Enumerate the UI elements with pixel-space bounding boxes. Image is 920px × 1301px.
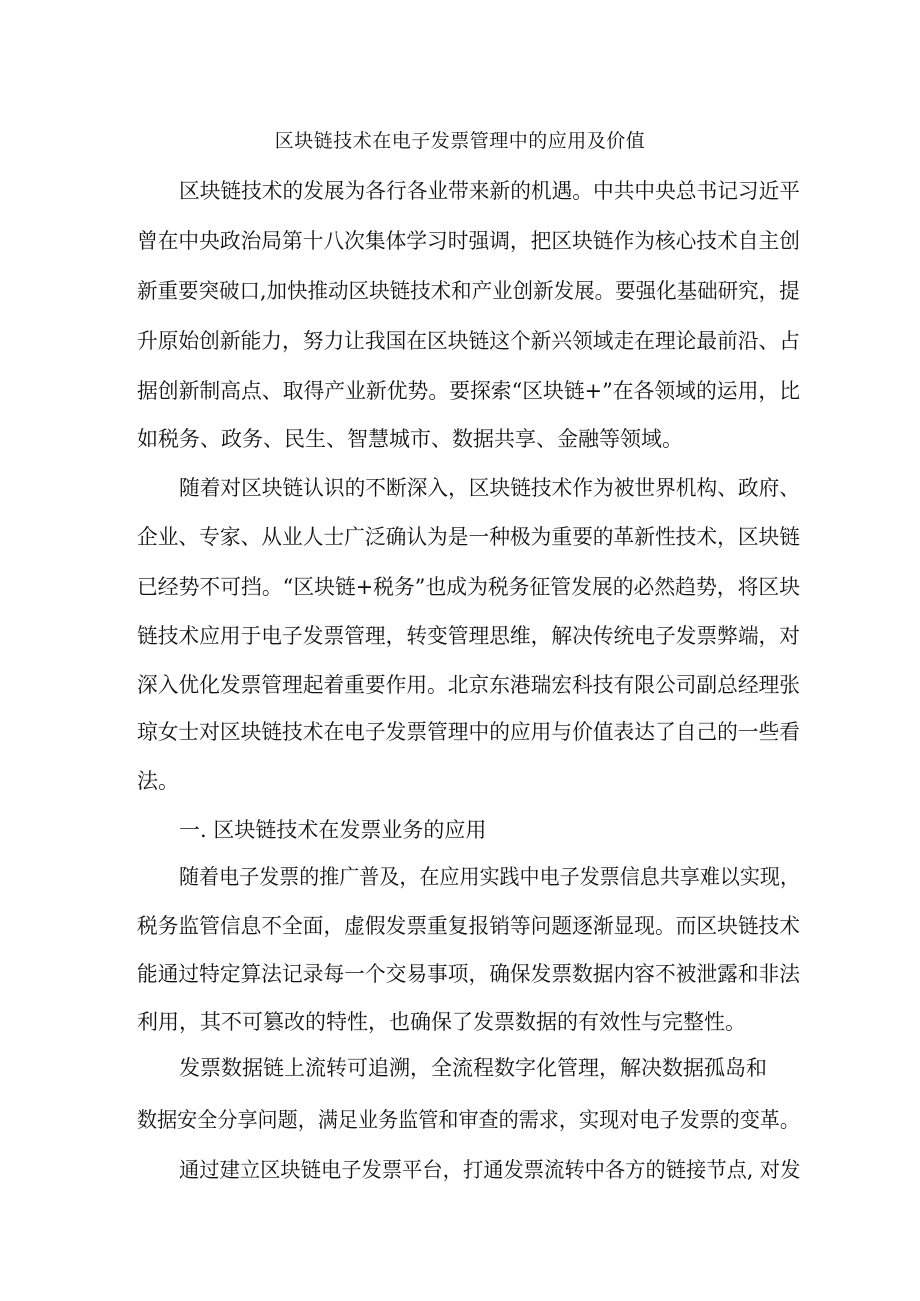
paragraph-1-line-1: 区块链技术的发展为各行各业带来新的机遇。中共中央总书记习近平 [179,179,800,203]
section-heading-1: 一. 区块链技术在发票业务的应用 [179,818,487,842]
paragraph-2-line-5: 深入优化发票管理起着重要作用。北京东港瑞宏科技有限公司副总经理张 [137,673,800,697]
paragraph-1-line-6: 如税务、政务、民生、智慧城市、数据共享、金融等领域。 [137,427,683,451]
paragraph-2-line-1: 随着对区块链认识的不断深入，区块链技术作为被世界机构、政府、 [179,476,800,500]
paragraph-4-line-2: 数据安全分享问题，满足业务监管和审查的需求，实现对电子发票的变革。 [137,1108,800,1132]
paragraph-1-line-2: 曾在中央政治局第十八次集体学习时强调，把区块链作为核心技术自主创 [137,229,800,253]
paragraph-3-line-4: 利用，其不可篡改的特性，也确保了发票数据的有效性与完整性。 [137,1010,746,1034]
paragraph-4-line-1: 发票数据链上流转可追溯，全流程数字化管理，解决数据孤岛和 [179,1056,767,1080]
paragraph-1-line-3: 新重要突破口,加快推动区块链技术和产业创新发展。要强化基础研究，提 [137,279,800,303]
paragraph-2-line-4: 链技术应用于电子发票管理，转变管理思维，解决传统电子发票弊端，对 [137,624,800,648]
paragraph-1-line-5: 据创新制高点、取得产业新优势。要探索“区块链+”在各领域的运用，比 [137,379,801,403]
paragraph-5-line-1: 通过建立区块链电子发票平台，打通发票流转中各方的链接节点, 对发 [179,1158,801,1182]
paragraph-2-line-2: 企业、专家、从业人士广泛确认为是一种极为重要的革新性技术，区块链 [137,525,800,549]
paragraph-2-line-7: 法。 [137,769,179,793]
paragraph-2-line-3: 已经势不可挡。“区块链+税务”也成为税务征管发展的必然趋势，将区块 [137,575,801,599]
paragraph-3-line-2: 税务监管信息不全面，虚假发票重复报销等问题逐渐显现。而区块链技术 [137,914,800,938]
paragraph-3-line-1: 随着电子发票的推广普及，在应用实践中电子发票信息共享难以实现， [179,865,800,889]
paragraph-2-line-6: 琼女士对区块链技术在电子发票管理中的应用与价值表达了自己的一些看 [137,720,800,744]
paragraph-1-line-4: 升原始创新能力，努力让我国在区块链这个新兴领域走在理论最前沿、占 [137,329,800,353]
paragraph-3-line-3: 能通过特定算法记录每一个交易事项，确保发票数据内容不被泄露和非法 [137,962,800,986]
document-title: 区块链技术在电子发票管理中的应用及价值 [274,130,646,152]
